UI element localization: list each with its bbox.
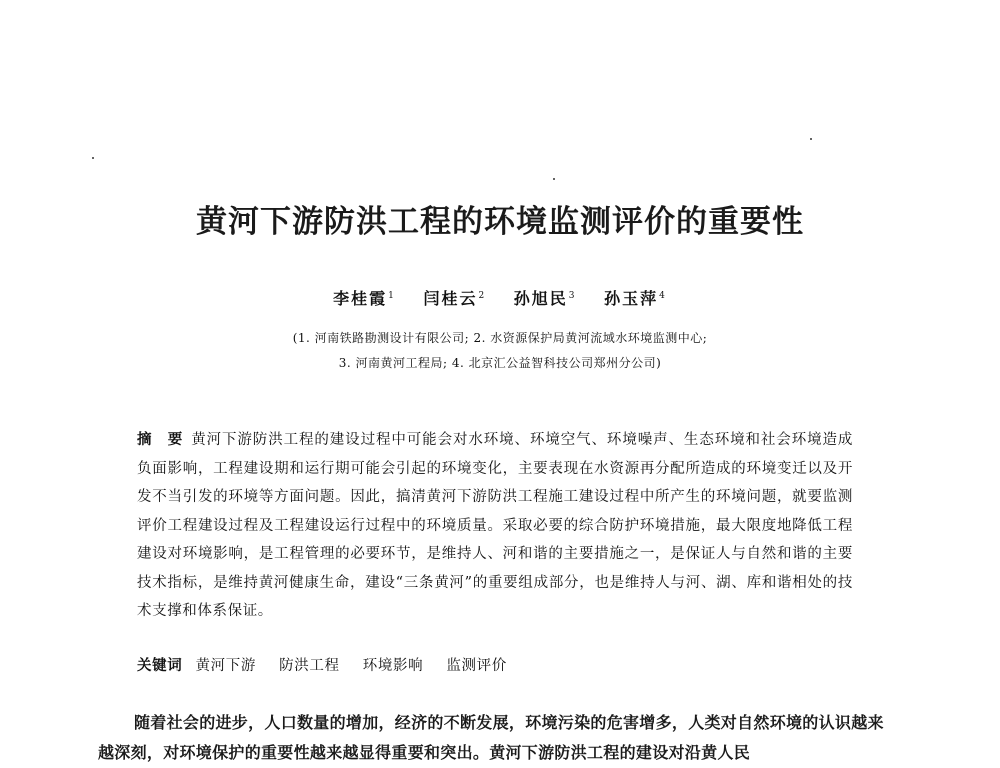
author xyxy=(604,286,667,309)
scan-speck xyxy=(92,157,94,159)
affiliation-mark: 2 xyxy=(478,290,487,301)
affiliation-mark: 1 xyxy=(388,290,396,301)
body-paragraph: 随着社会的进步，人口数量的增加，经济的不断发展，环境污染的危害增多，人类对自然环境的认识越来越深刻，对环境保护的重要性越来越显得重要和突出。黄河下游防洪工程的建设对沿黄人民 xyxy=(98,713,884,762)
abstract-label: 摘 要 xyxy=(137,432,184,448)
keywords-label: 关键词 xyxy=(137,658,183,674)
keyword: 防洪工程 xyxy=(279,658,340,674)
author-list xyxy=(0,286,1000,309)
author xyxy=(333,286,396,309)
keyword: 监测评价 xyxy=(446,658,507,674)
author-name: 孙旭民 xyxy=(513,289,568,308)
scan-speck xyxy=(810,138,812,140)
abstract xyxy=(137,426,853,626)
author xyxy=(514,286,577,309)
author xyxy=(423,286,486,309)
affiliation-mark: 3 xyxy=(568,290,577,301)
affiliation-mark: 4 xyxy=(659,290,667,301)
author-name: 孙玉萍 xyxy=(604,289,659,308)
keyword: 环境影响 xyxy=(362,658,424,674)
author-name: 闫桂云 xyxy=(423,289,478,308)
affiliation-line: 3. 河南黄河工程局; 4. 北京汇公益智科技公司郑州分公司) xyxy=(338,356,662,370)
keyword: 黄河下游 xyxy=(195,658,256,674)
affiliation-line: (1. 河南铁路勘测设计有限公司; 2. 水资源保护局黄河流域水环境监测中心; xyxy=(292,331,708,345)
author-name: 李桂霞 xyxy=(333,289,388,308)
keywords xyxy=(137,654,525,675)
paper-title: 黄河下游防洪工程的环境监测评价的重要性 xyxy=(196,204,804,240)
abstract-text: 黄河下游防洪工程的建设过程中可能会对水环境、环境空气、环境噪声、生态环境和社会环境造成负面影响，工程建设期和运行期可能会引起的环境变化，主要表现在水资源再分配所造成的环境变迁以及开发不当引发的环境等方面问题。因此，搞清黄河下游防洪工程施工建设过程中所产生的环境问题，就要监测评价工程建设过程及工程建设运行过程中的环境质量。采取必要的综合防护环境措施，最大限度地降低工程建设对环境影响，是工程管理的必要环节，是维持人、河和谐的主要措施之一，是保证人与自然和谐的主要技术指标，是维持黄河健康生命，建设“三条黄河”的重要组成部分，也是维持人与河、湖、库和谐相处的技术支撑和体系保证。 xyxy=(137,432,853,619)
scan-speck xyxy=(553,178,555,180)
